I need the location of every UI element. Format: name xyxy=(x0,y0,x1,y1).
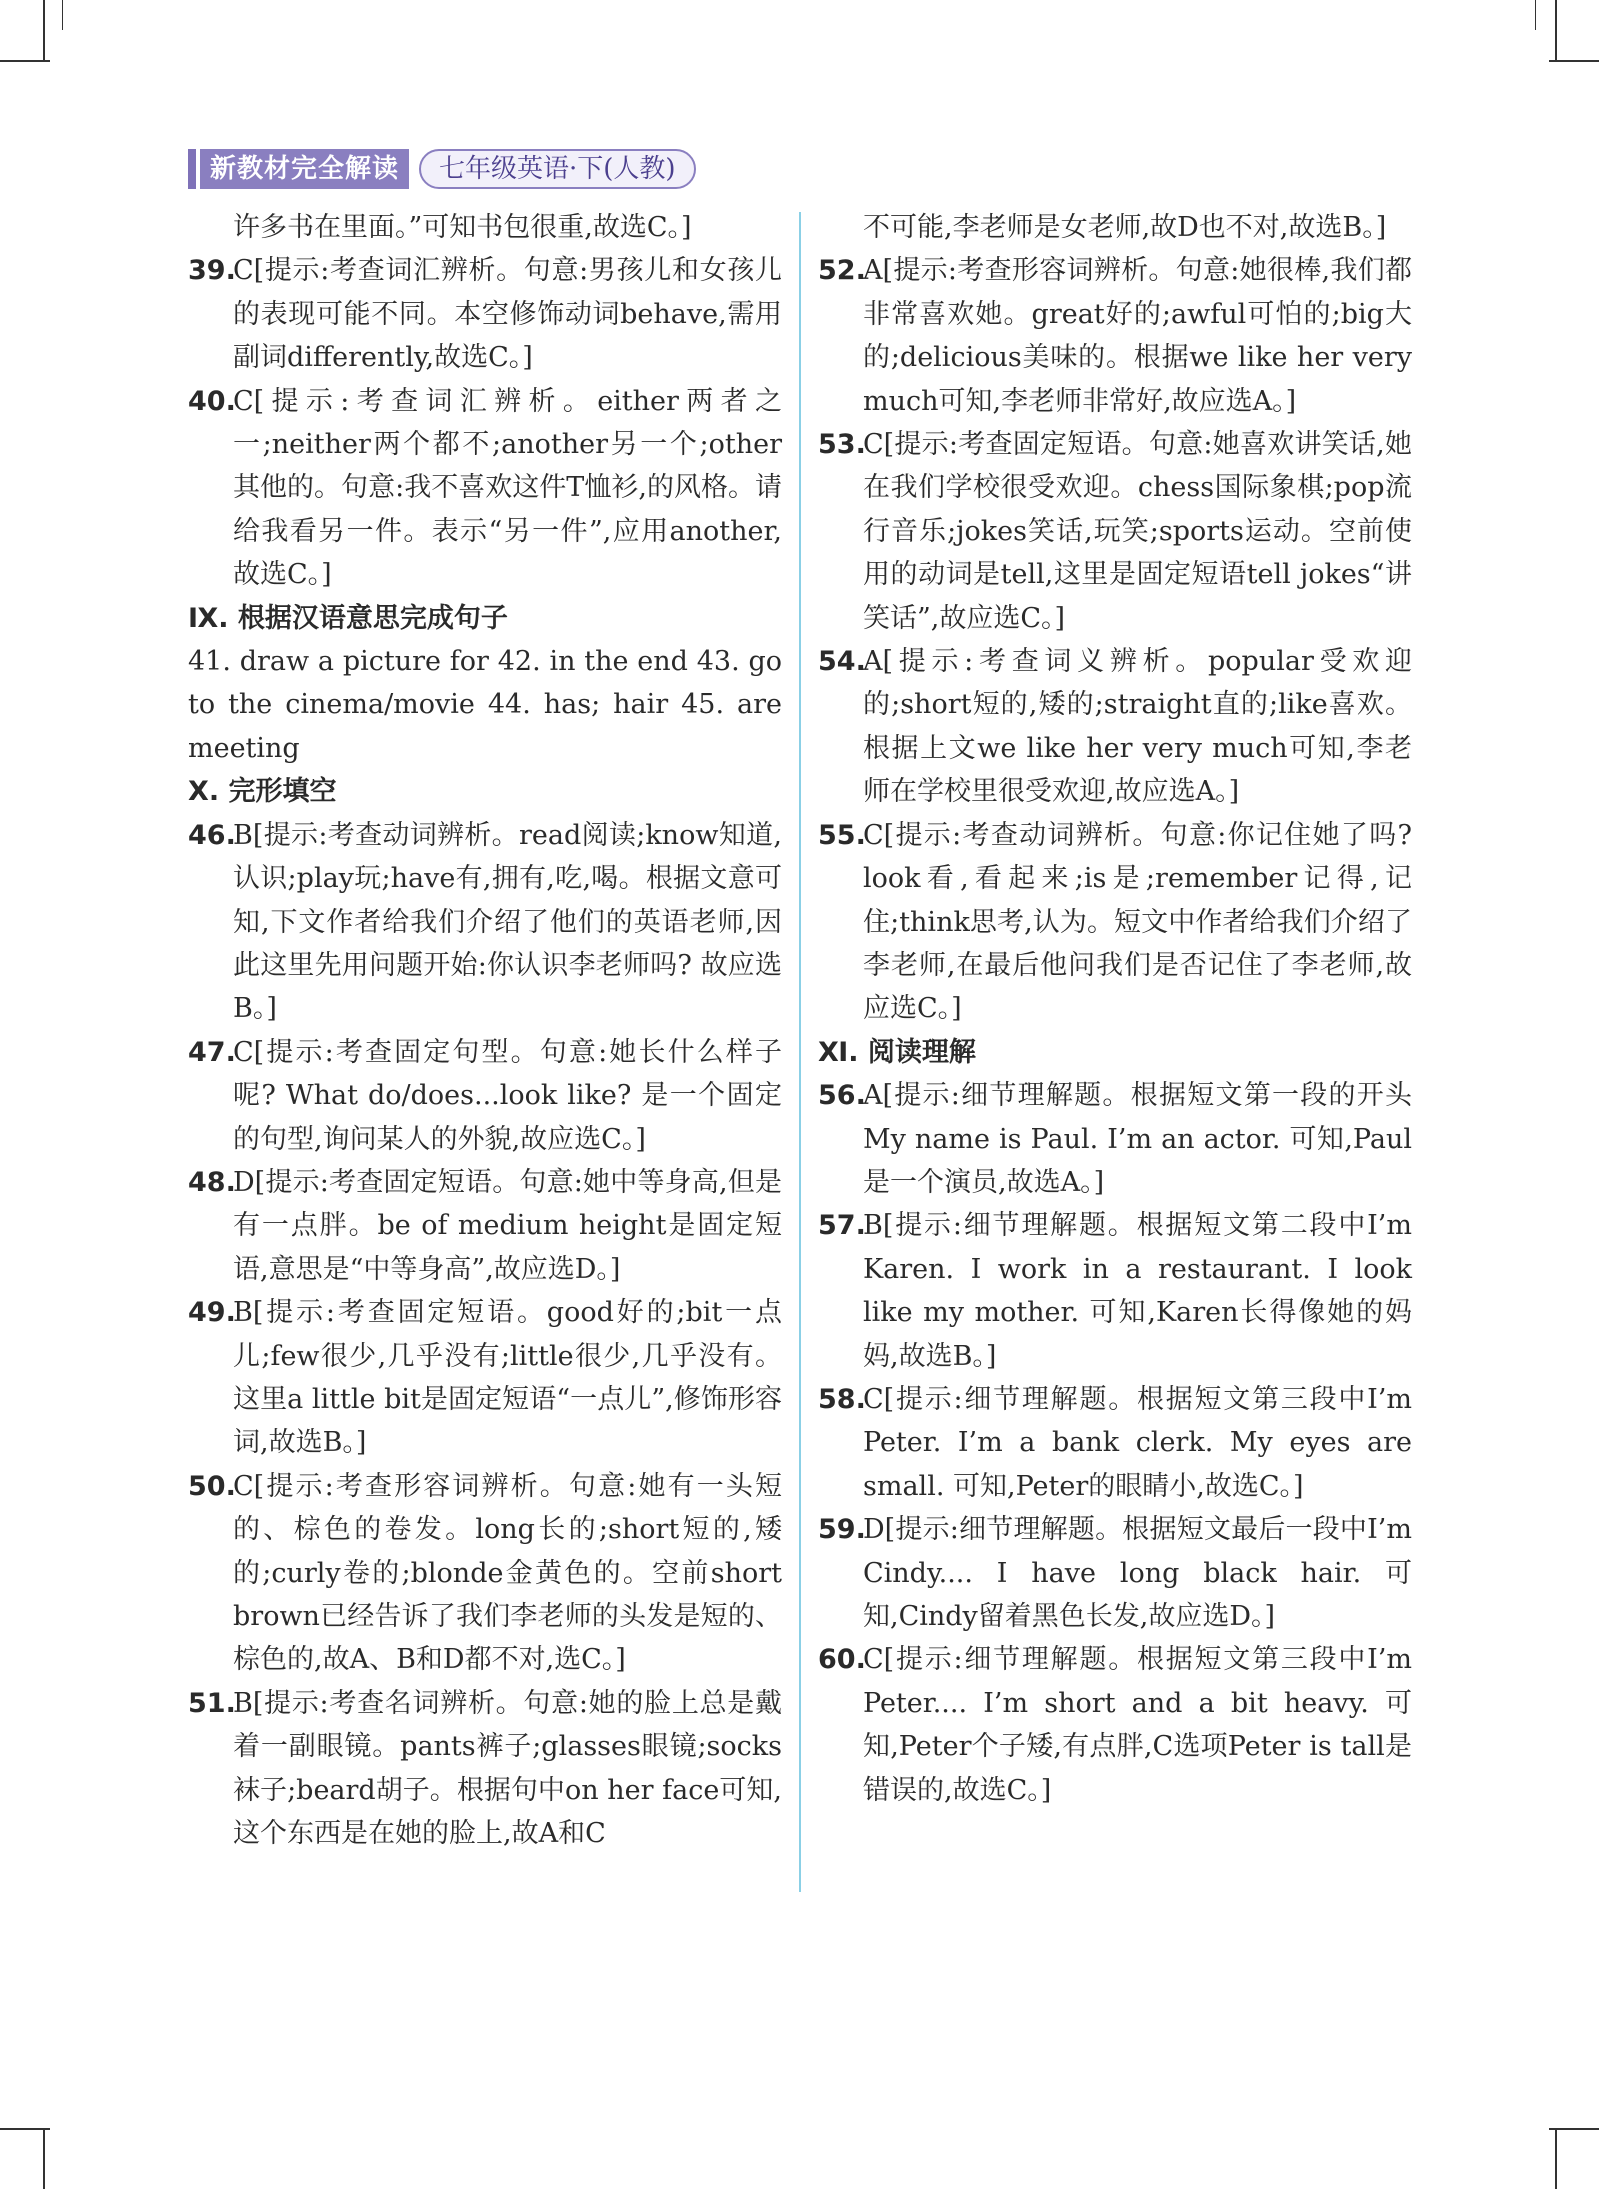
answer-item xyxy=(818,423,1412,640)
section-heading-9: Ⅸ. 根据汉语意思完成句子 xyxy=(188,602,508,634)
item-number: 51. xyxy=(188,1687,236,1719)
crop-mark xyxy=(0,2128,50,2130)
item-text: B[提示:考查名词辨析。句意:她的脸上总是戴着一副眼镜。pants裤子;glasses眼镜;socks袜子;beard胡子。根据句中on her face可知,这个东西是在她的脸上,故A和C xyxy=(233,1687,782,1850)
answer-item xyxy=(818,249,1412,423)
answer-item xyxy=(188,1682,782,1856)
item-text: B[提示:考查动词辨析。read阅读;know知道,认识;play玩;have有,拥有,吃,喝。根据文意可知,下文作者给我们介绍了他们的英语老师,因此这里先用问题开始:你认识李老师吗? 故应选B。] xyxy=(233,819,782,1025)
answer-item xyxy=(818,1638,1412,1812)
crop-mark xyxy=(62,0,63,30)
item-number: 60. xyxy=(818,1644,866,1676)
crop-mark xyxy=(1555,2129,1557,2189)
item-text: C[提示:考查固定句型。句意:她长什么样子呢? What do/does...look like? 是一个固定的句型,询问某人的外貌,故应选C。] xyxy=(233,1036,782,1155)
item-text: C[提示:考查词汇辨析。句意:男孩儿和女孩儿的表现可能不同。本空修饰动词behave,需用副词differently,故选C。] xyxy=(233,255,782,374)
crop-mark xyxy=(43,0,45,60)
answer-item xyxy=(188,1161,782,1291)
item-number: 39. xyxy=(188,255,236,287)
left-column xyxy=(188,206,782,1855)
item-text: B[提示:考查固定短语。good好的;bit一点儿;few很少,几乎没有;little很少,几乎没有。这里a little bit是固定短语“一点儿”,修饰形容词,故选B。] xyxy=(233,1297,782,1459)
item-number: 48. xyxy=(188,1166,236,1198)
column-divider xyxy=(799,212,801,1892)
item-number: 55. xyxy=(818,819,866,851)
item-number: 54. xyxy=(818,646,866,678)
answer-item xyxy=(188,1291,782,1465)
item-number: 49. xyxy=(188,1297,236,1329)
item-number: 47. xyxy=(188,1036,236,1068)
item-number: 40. xyxy=(188,385,236,417)
item-text: C[提示:细节理解题。根据短文第三段中I’m Peter.... I’m short and a bit heavy. 可知,Peter个子矮,有点胖,C选项Peter is tall是错误的,故选C。] xyxy=(863,1644,1412,1806)
answer-item xyxy=(188,1031,782,1161)
crop-mark xyxy=(1549,60,1599,62)
item-number: 50. xyxy=(188,1470,236,1502)
answer-item xyxy=(188,249,782,379)
answer-item xyxy=(818,1074,1412,1204)
section-heading-10: Ⅹ. 完形填空 xyxy=(188,776,337,808)
answer-item xyxy=(818,814,1412,1031)
fill-in-answers: 41. draw a picture for 42. in the end 43. go to the cinema/movie 44. has; hair 45. are meeting xyxy=(188,646,782,764)
book-subtitle: 七年级英语·下(人教) xyxy=(419,149,696,189)
crop-mark xyxy=(0,60,50,62)
item-number: 53. xyxy=(818,429,866,461)
item-number: 58. xyxy=(818,1383,866,1415)
item-text: A[提示:细节理解题。根据短文第一段的开头My name is Paul. I’m an actor. 可知,Paul是一个演员,故选A。] xyxy=(863,1080,1412,1198)
item-text: C[提示:考查固定短语。句意:她喜欢讲笑话,她在我们学校很受欢迎。chess国际象棋;pop流行音乐;jokes笑话,玩笑;sports运动。空前使用的动词是tell,这里是固定短语tell jokes“讲笑话”,故应选C。] xyxy=(863,429,1412,634)
item-text: D[提示:考查固定短语。句意:她中等身高,但是有一点胖。be of medium height是固定短语,意思是“中等身高”,故应选D。] xyxy=(233,1166,782,1285)
item-text: B[提示:细节理解题。根据短文第二段中I’m Karen. I work in a restaurant. I look like my mother. 可知,Karen长得像她的妈妈,故选B。] xyxy=(863,1210,1412,1372)
continued-answer-38: 许多书在里面。”可知书包很重,故选C。] xyxy=(233,212,692,243)
item-text: C[提示:考查词汇辨析。either两者之一;neither两个都不;another另一个;other其他的。句意:我不喜欢这件T恤衫,的风格。请给我看另一件。表示“另一件”,应用another,故选C。] xyxy=(233,385,782,591)
item-number: 56. xyxy=(818,1080,866,1112)
crop-mark xyxy=(1535,0,1536,30)
item-number: 57. xyxy=(818,1210,866,1242)
book-brand: 新教材完全解读 xyxy=(200,149,409,189)
page-header xyxy=(188,149,696,189)
crop-mark xyxy=(1549,2128,1599,2130)
item-text: C[提示:细节理解题。根据短文第三段中I’m Peter. I’m a bank clerk. My eyes are small. 可知,Peter的眼睛小,故选C。] xyxy=(863,1383,1412,1502)
answer-item xyxy=(188,380,782,597)
continued-answer-51: 不可能,李老师是女老师,故D也不对,故选B。] xyxy=(863,212,1387,243)
answer-item xyxy=(188,814,782,1031)
item-number: 59. xyxy=(818,1514,866,1546)
answer-item xyxy=(818,1204,1412,1378)
crop-mark xyxy=(43,2129,45,2189)
item-text: A[提示:考查形容词辨析。句意:她很棒,我们都非常喜欢她。great好的;awful可怕的;big大的;delicious美味的。根据we like her very much可知,李老师非常好,故应选A。] xyxy=(863,255,1412,417)
item-number: 52. xyxy=(818,255,866,287)
item-text: A[提示:考查词义辨析。popular受欢迎的;short短的,矮的;straight直的;like喜欢。根据上文we like her very much可知,李老师在学校里很受欢迎,故应选A。] xyxy=(863,646,1412,808)
item-text: D[提示:细节理解题。根据短文最后一段中I’m Cindy.... I have long black hair. 可知,Cindy留着黑色长发,故应选D。] xyxy=(863,1514,1412,1632)
answer-item xyxy=(188,1465,782,1682)
section-heading-11: Ⅺ. 阅读理解 xyxy=(818,1036,976,1068)
item-text: C[提示:考查动词辨析。句意:你记住她了吗? look看,看起来;is是;remember记得,记住;think思考,认为。短文中作者给我们介绍了李老师,在最后他问我们是否记住了李老师,故应选C。] xyxy=(863,819,1412,1025)
crop-mark xyxy=(1555,0,1557,60)
right-column xyxy=(818,206,1412,1812)
answer-item xyxy=(818,1508,1412,1638)
item-number: 46. xyxy=(188,819,236,851)
answer-item xyxy=(818,640,1412,814)
header-accent-bar xyxy=(188,149,196,189)
answer-item xyxy=(818,1378,1412,1508)
item-text: C[提示:考查形容词辨析。句意:她有一头短的、棕色的卷发。long长的;short短的,矮的;curly卷的;blonde金黄色的。空前short brown已经告诉了我们李老师的头发是短的、棕色的,故A、B和D都不对,选C。] xyxy=(233,1470,782,1676)
